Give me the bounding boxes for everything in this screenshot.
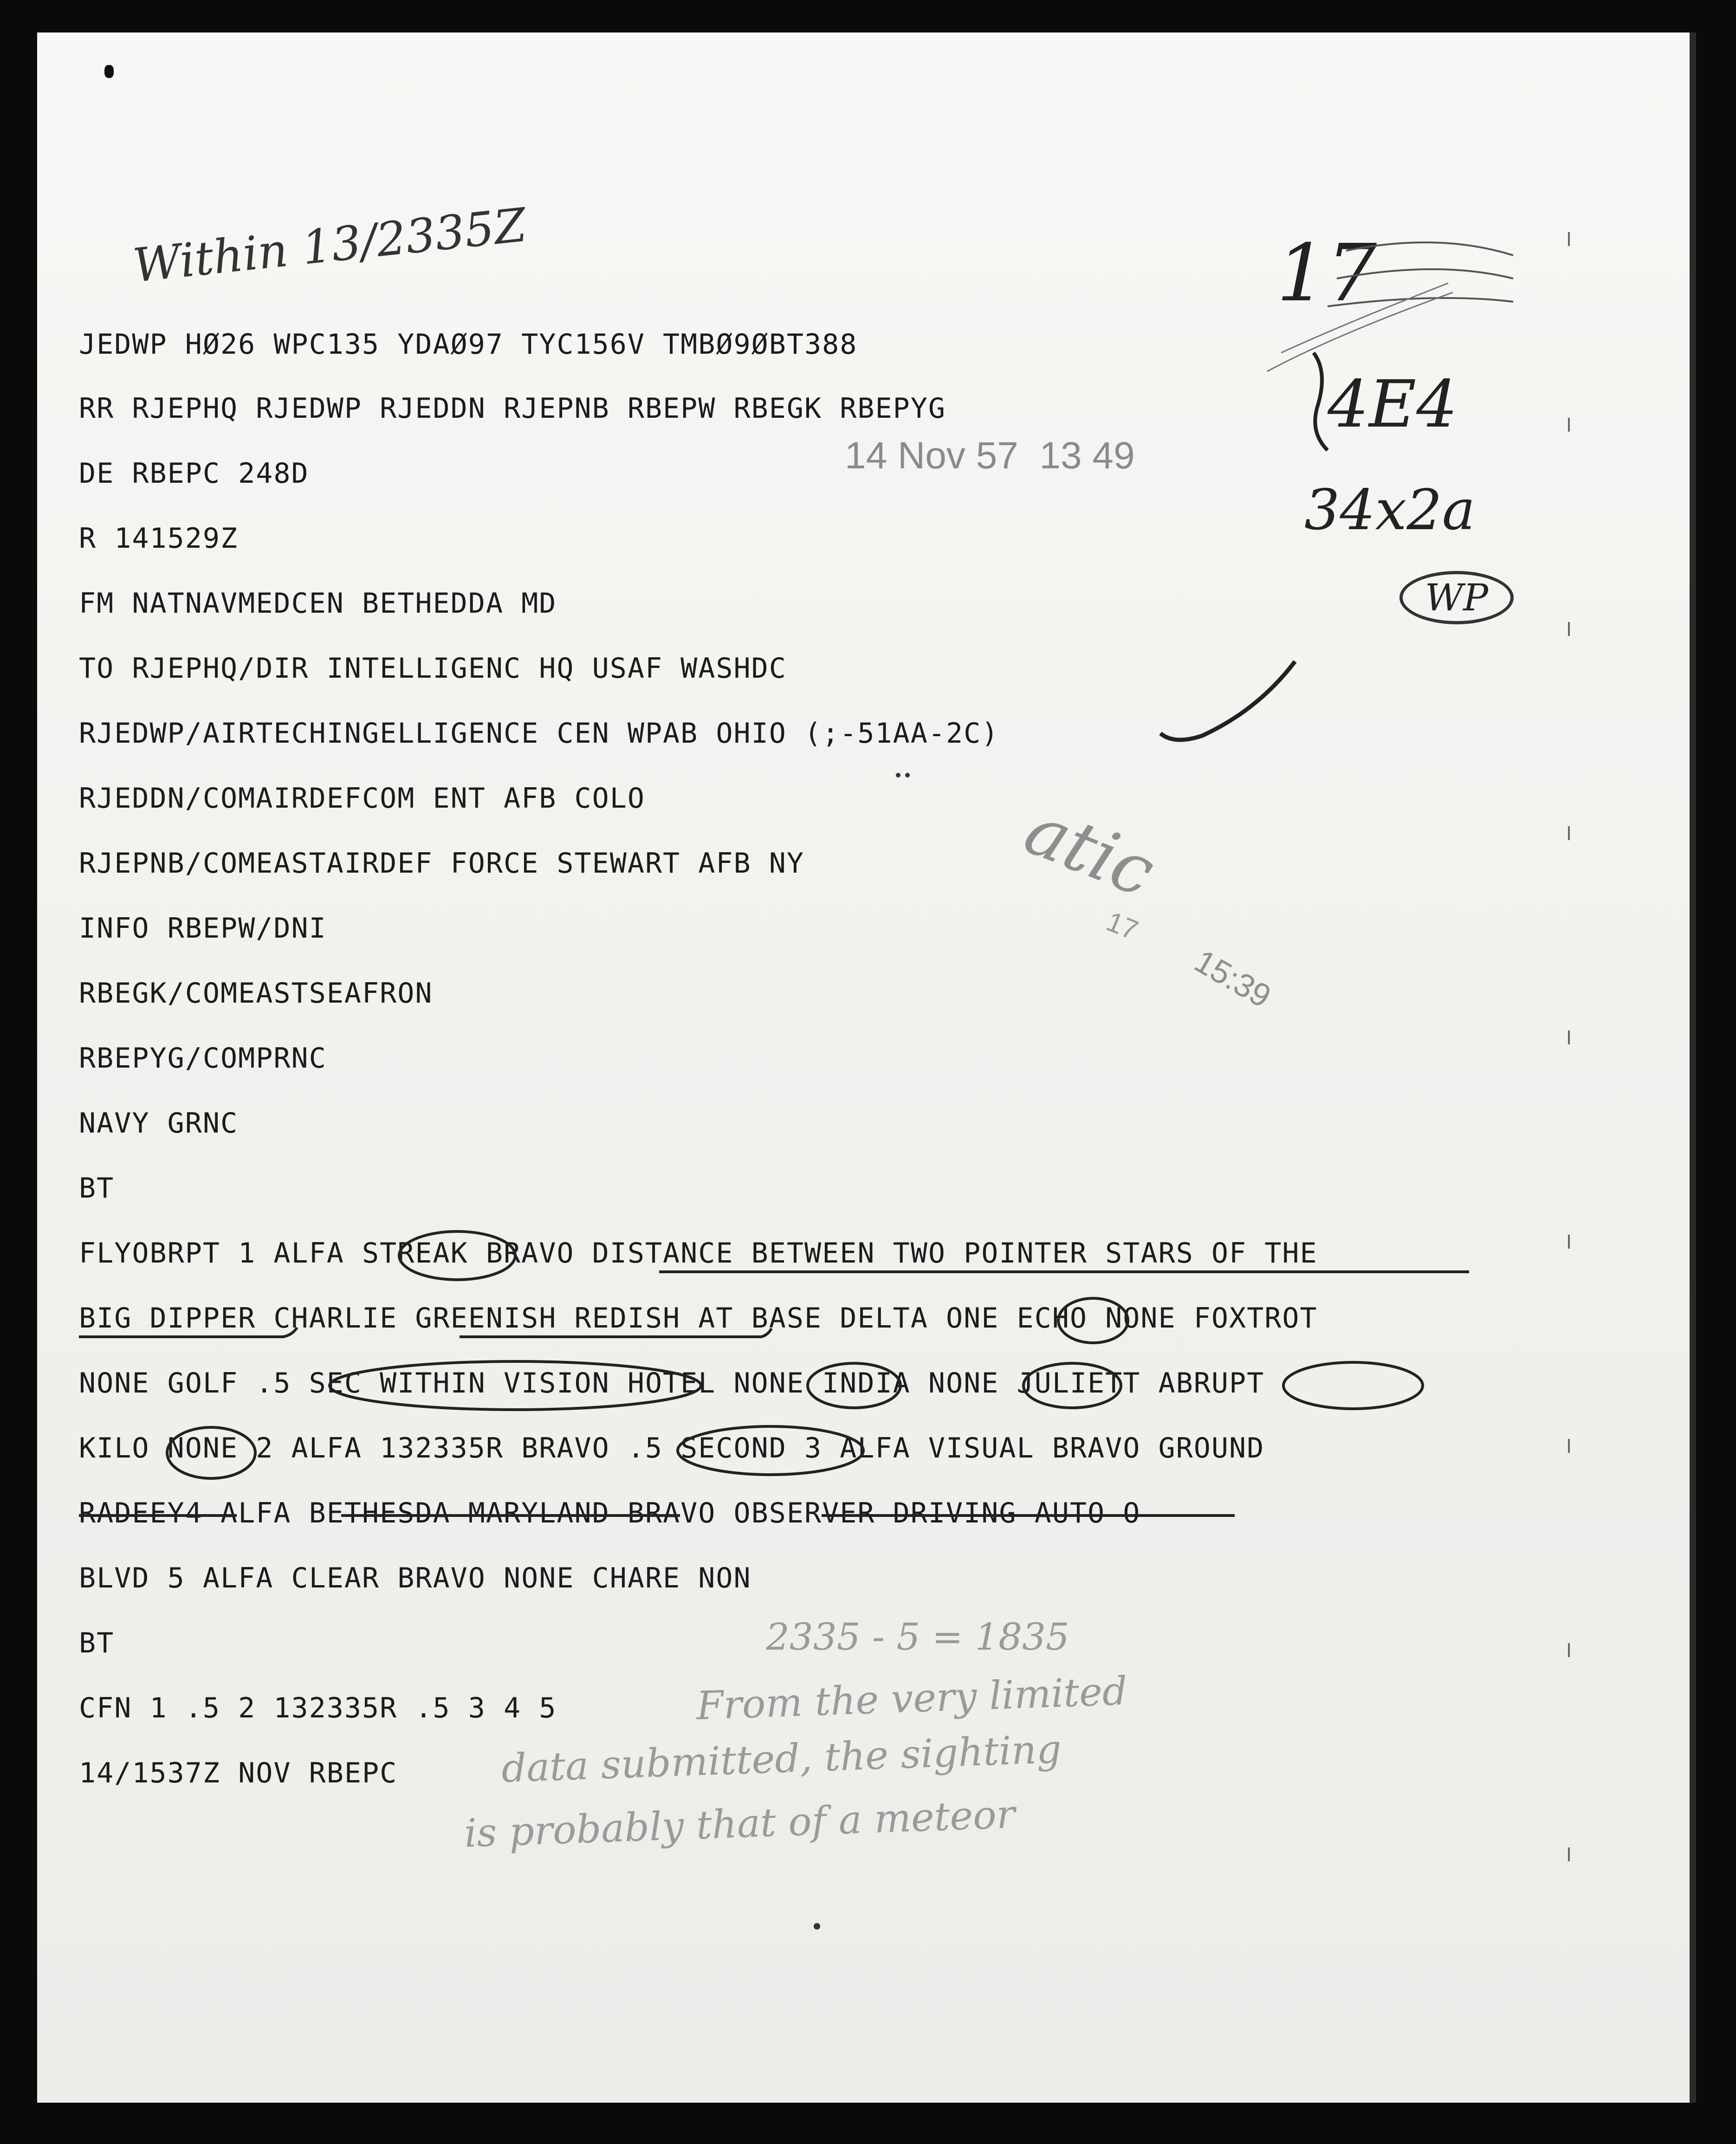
message-line-20: BLVD 5 ALFA CLEAR BRAVO NONE CHARE NON bbox=[79, 1562, 751, 1594]
handwritten-bracket bbox=[1314, 353, 1328, 450]
circle-5-second bbox=[678, 1426, 863, 1475]
handwritten-number-17: 17 bbox=[1276, 227, 1377, 319]
handwritten-4e4: 4E4 bbox=[1328, 367, 1458, 442]
message-line-8: RJEDDN/COMAIRDEFCOM ENT AFB COLO bbox=[79, 782, 645, 815]
message-line-16: BIG DIPPER CHARLIE GREENISH REDISH AT BASE DELTA ONE ECHO NONE FOXTROT bbox=[79, 1302, 1318, 1334]
circle-abrupt bbox=[1283, 1362, 1423, 1409]
pencil-calculation: 2335 - 5 = 1835 bbox=[766, 1615, 1069, 1658]
message-line-11: RBEGK/COMEASTSEAFRON bbox=[79, 977, 433, 1010]
message-line-23: 14/1537Z NOV RBEPC bbox=[79, 1757, 398, 1789]
message-line-15: FLYOBRPT 1 ALFA STREAK BRAVO DISTANCE BETWEEN TWO POINTER STARS OF THE bbox=[79, 1237, 1318, 1270]
pencil-note-line-2: data submitted, the sighting bbox=[500, 1726, 1062, 1792]
atic-stamp-time: 15:39 bbox=[1188, 942, 1277, 1015]
circle-5-sec-within-vision bbox=[330, 1361, 701, 1410]
pencil-note-line-1: From the very limited bbox=[695, 1668, 1128, 1729]
message-line-7: RJEDWP/AIRTECHINGELLIGENCE CEN WPAB OHIO (;-51AA-2C) bbox=[79, 717, 999, 750]
message-line-17: NONE GOLF .5 SEC WITHIN VISION HOTEL NONE INDIA NONE JULIETT ABRUPT bbox=[79, 1367, 1265, 1399]
ink-dot bbox=[905, 773, 910, 777]
ink-dot bbox=[896, 773, 900, 777]
message-line-1: JEDWP HØ26 WPC135 YDAØ97 TYC156V TMBØ9ØBT388 bbox=[79, 328, 858, 361]
scribble-strike bbox=[1328, 242, 1513, 306]
received-date-stamp: 14 Nov 57 13 49 bbox=[845, 434, 1135, 477]
message-line-21: BT bbox=[79, 1627, 115, 1659]
pencil-note-line-3: is probably that of a meteor bbox=[463, 1791, 1016, 1856]
check-mark bbox=[1160, 661, 1295, 740]
message-line-19: RADEEY4 ALFA BETHESDA MARYLAND BRAVO OBSERVER DRIVING AUTO O bbox=[79, 1497, 1141, 1529]
underline-greenish-redish bbox=[460, 1328, 771, 1337]
message-line-22: CFN 1 .5 2 132335R .5 3 4 5 bbox=[79, 1692, 557, 1724]
message-line-6: TO RJEPHQ/DIR INTELLIGENC HQ USAF WASHDC bbox=[79, 652, 787, 685]
circle-none-kilo bbox=[167, 1427, 255, 1478]
message-line-2: RR RJEPHQ RJEDWP RJEDDN RJEPNB RBEPW RBEGK RBEPYG bbox=[79, 392, 946, 425]
atic-stamp-sub: 17 bbox=[1102, 905, 1143, 946]
handwritten-34x2a: 34x2a bbox=[1304, 478, 1476, 543]
circle-streak bbox=[399, 1231, 515, 1280]
message-line-10: INFO RBEPW/DNI bbox=[79, 912, 327, 945]
scribble-lines bbox=[1267, 283, 1453, 371]
circle-none-hotel bbox=[808, 1363, 900, 1408]
message-line-14: BT bbox=[79, 1172, 115, 1205]
message-line-13: NAVY GRNC bbox=[79, 1107, 239, 1140]
message-line-5: FM NATNAVMEDCEN BETHEDDA MD bbox=[79, 587, 557, 620]
message-line-9: RJEPNB/COMEASTAIRDEF FORCE STEWART AFB NY bbox=[79, 847, 805, 880]
message-line-3: DE RBEPC 248D bbox=[79, 457, 309, 490]
message-line-4: R 141529Z bbox=[79, 522, 239, 555]
circled-initials: WP bbox=[1399, 571, 1514, 624]
message-line-18: KILO NONE 2 ALFA 132335R BRAVO .5 SECOND 3 ALFA VISUAL BRAVO GROUND bbox=[79, 1432, 1265, 1464]
ink-dot bbox=[814, 1923, 820, 1930]
atic-stamp: atic bbox=[1014, 789, 1166, 913]
circle-one bbox=[1058, 1298, 1128, 1343]
message-line-12: RBEPYG/COMPRNC bbox=[79, 1042, 327, 1075]
handwritten-within-note: Within 13/2335Z bbox=[130, 197, 529, 293]
circle-none-india bbox=[1023, 1363, 1121, 1408]
underline-big-dipper bbox=[79, 1328, 297, 1337]
